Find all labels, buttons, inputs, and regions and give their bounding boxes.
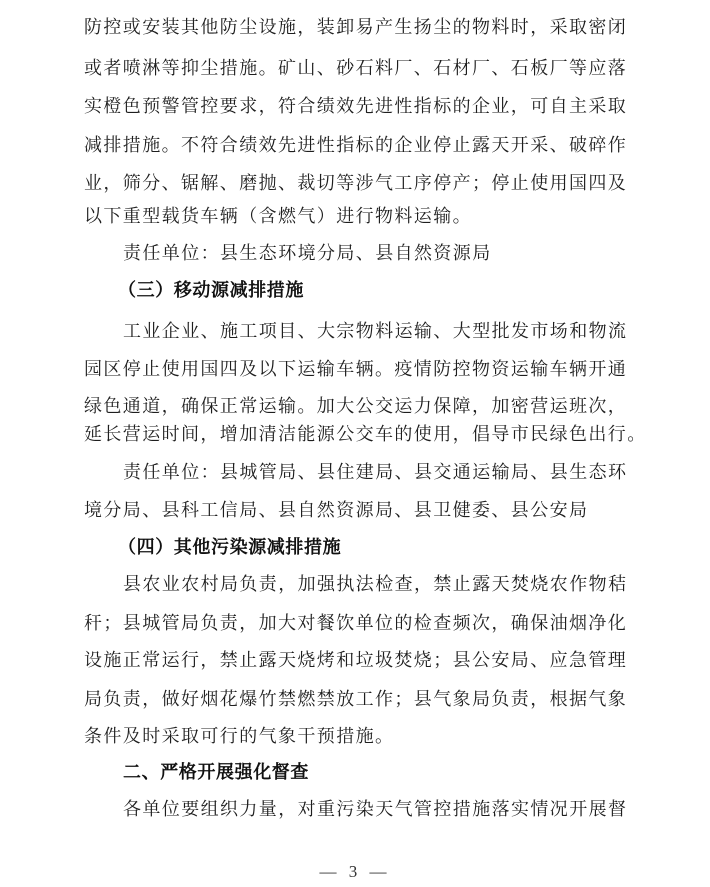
- body-text-line: 防控或安装其他防尘设施，装卸易产生扬尘的物料时，采取密闭: [84, 17, 628, 38]
- body-text-line: 条件及时采取可行的气象干预措施。: [84, 726, 395, 747]
- body-text-line: 业，筛分、锯解、磨抛、裁切等涉气工序停产；停止使用国四及: [84, 173, 628, 194]
- body-text-line: 园区停止使用国四及以下运输车辆。疫情防控物资运输车辆开通: [84, 359, 628, 380]
- body-text-line: 绿色通道，确保正常运输。加大公交运力保障，加密营运班次，: [84, 396, 628, 417]
- body-text-line: 秆；县城管局负责，加大对餐饮单位的检查频次，确保油烟净化: [84, 613, 628, 634]
- responsible-units-line: 责任单位：县生态环境分局、县自然资源局: [123, 243, 492, 264]
- body-text-line: 或者喷淋等抑尘措施。矿山、砂石料厂、石材厂、石板厂等应落: [84, 58, 628, 79]
- body-text-line: 减排措施。不符合绩效先进性指标的企业停止露天开采、破碎作: [84, 135, 628, 156]
- body-text-line: 以下重型载货车辆（含燃气）进行物料运输。: [84, 206, 472, 227]
- responsible-units-line: 责任单位：县城管局、县住建局、县交通运输局、县生态环: [123, 462, 628, 483]
- body-text-line: 设施正常运行，禁止露天烧烤和垃圾焚烧；县公安局、应急管理: [84, 650, 628, 671]
- body-text-line: 工业企业、施工项目、大宗物料运输、大型批发市场和物流: [123, 321, 628, 342]
- section-heading-supervision: 二、严格开展强化督查: [123, 762, 309, 783]
- body-text-line: 延长营运时间，增加清洁能源公交车的使用，倡导市民绿色出行。: [84, 424, 647, 445]
- body-text-line: 各单位要组织力量，对重污染天气管控措施落实情况开展督: [123, 799, 628, 820]
- page-number: — 3 —: [319, 862, 391, 881]
- section-heading-other-sources: （四）其他污染源减排措施: [118, 537, 342, 558]
- section-heading-mobile-sources: （三）移动源减排措施: [118, 280, 304, 301]
- body-text-line: 县农业农村局负责，加强执法检查，禁止露天焚烧农作物秸: [123, 574, 628, 595]
- body-text-line: 境分局、县科工信局、县自然资源局、县卫健委、县公安局: [84, 500, 589, 521]
- body-text-line: 实橙色预警管控要求，符合绩效先进性指标的企业，可自主采取: [84, 96, 628, 117]
- body-text-line: 局负责，做好烟花爆竹禁燃禁放工作；县气象局负责，根据气象: [84, 689, 628, 710]
